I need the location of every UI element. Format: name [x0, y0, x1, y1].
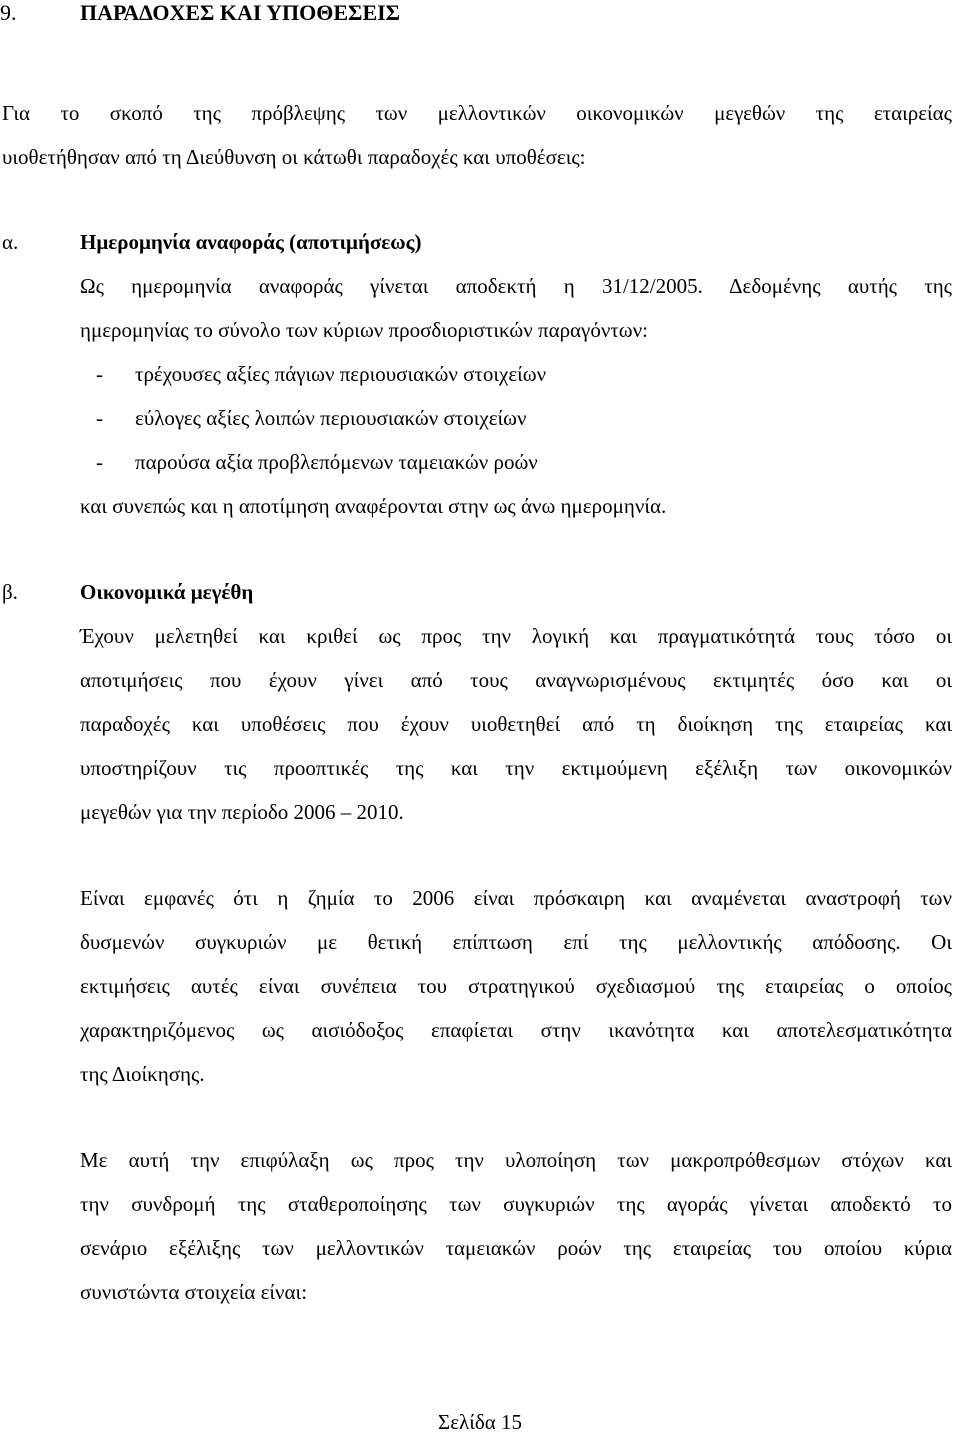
section-number: 9. [0, 0, 17, 25]
bullet-dash: - [96, 450, 103, 474]
item-b-para2-line-2: δυσμενών συγκυριών με θετική επίπτωση επί της μελλοντικής απόδοσης. Οι [80, 930, 952, 954]
item-b-para3-line-2: την συνδρομή της σταθεροποίησης των συγκυριών της αγοράς γίνεται αποδεκτό το [80, 1192, 952, 1216]
intro-line-2: υιοθετήθησαν από τη Διεύθυνση οι κάτωθι παραδοχές και υποθέσεις: [2, 145, 586, 169]
item-a-title: Ημερομηνία αναφοράς (αποτιμήσεως) [80, 230, 422, 254]
item-b-para2-line-1: Είναι εμφανές ότι η ζημία το 2006 είναι πρόσκαιρη και αναμένεται αναστροφή των [80, 886, 952, 910]
item-a-line-2: ημερομηνίας το σύνολο των κύριων προσδιοριστικών παραγόντων: [80, 318, 648, 342]
section-title: ΠΑΡΑΔΟΧΕΣ ΚΑΙ ΥΠΟΘΕΣΕΙΣ [80, 0, 401, 25]
item-b-para3-line-3: σενάριο εξέλιξης των μελλοντικών ταμειακών ροών της εταιρείας του οποίου κύρια [80, 1236, 952, 1260]
item-b-title: Οικονομικά μεγέθη [80, 580, 254, 604]
intro-line-1: Για το σκοπό της πρόβλεψης των μελλοντικών οικονομικών μεγεθών της εταιρείας [2, 101, 952, 125]
item-b-para1-line-3: παραδοχές και υποθέσεις που έχουν υιοθετηθεί από τη διοίκηση της εταιρείας και [80, 712, 952, 736]
item-a-closing: και συνεπώς και η αποτίμηση αναφέρονται στην ως άνω ημερομηνία. [80, 494, 667, 518]
item-a-marker: α. [2, 230, 19, 254]
bullet-dash: - [96, 362, 103, 386]
item-b-para1-line-1: Έχουν μελετηθεί και κριθεί ως προς την λογική και πραγματικότητά τους τόσο οι [80, 624, 952, 648]
item-b-para2-line-3: εκτιμήσεις αυτές είναι συνέπεια του στρατηγικού σχεδιασμού της εταιρείας ο οποίος [80, 974, 952, 998]
item-b-para3-line-4: συνιστώντα στοιχεία είναι: [80, 1280, 308, 1304]
item-b-para2-line-4: χαρακτηριζόμενος ως αισιόδοξος επαφίεται στην ικανότητα και αποτελεσματικότητα [80, 1018, 952, 1042]
item-b-para1-line-2: αποτιμήσεις που έχουν γίνει από τους αναγνωρισμένους εκτιμητές όσο και οι [80, 668, 952, 692]
item-b-marker: β. [2, 580, 18, 604]
section-heading [0, 0, 400, 26]
list-item: εύλογες αξίες λοιπών περιουσιακών στοιχείων [135, 406, 527, 430]
item-b-para2-line-5: της Διοίκησης. [80, 1062, 205, 1086]
list-item: παρούσα αξία προβλεπόμενων ταμειακών ροών [135, 450, 538, 474]
page-number: Σελίδα 15 [437, 1410, 523, 1434]
item-a-line-1: Ως ημερομηνία αναφοράς γίνεται αποδεκτή η 31/12/2005. Δεδομένης αυτής της [80, 274, 952, 298]
item-b-para1-line-5: μεγεθών για την περίοδο 2006 – 2010. [80, 800, 404, 824]
item-b-para3-line-1: Με αυτή την επιφύλαξη ως προς την υλοποίηση των μακροπρόθεσμων στόχων και [80, 1148, 952, 1172]
item-b-para1-line-4: υποστηρίζουν τις προοπτικές της και την εκτιμούμενη εξέλιξη των οικονομικών [80, 756, 952, 780]
list-item: τρέχουσες αξίες πάγιων περιουσιακών στοιχείων [135, 362, 547, 386]
bullet-dash: - [96, 406, 103, 430]
